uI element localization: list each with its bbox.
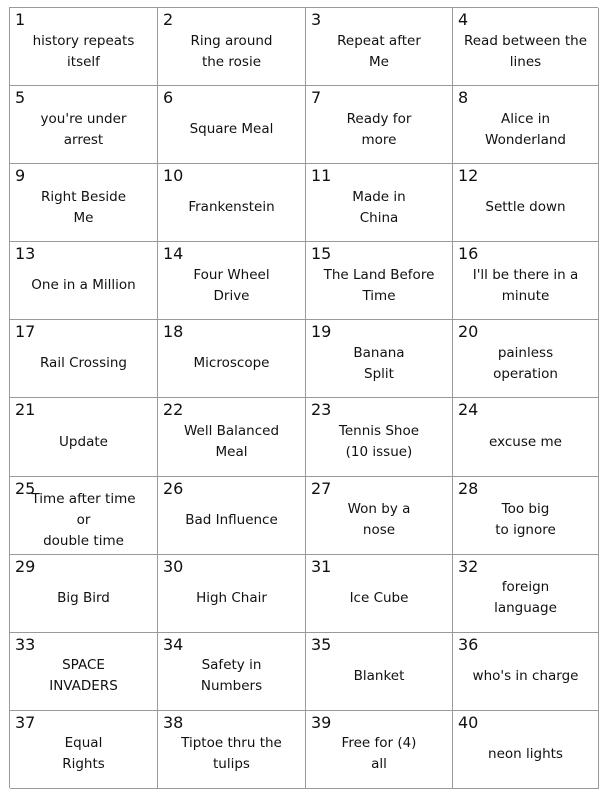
cell-number: 7: [311, 88, 322, 108]
cell-number: 9: [15, 166, 26, 186]
cell-answer: Square Meal: [189, 121, 274, 138]
puzzle-cell: [453, 242, 599, 320]
cell-answer: Time after time or double time: [31, 490, 136, 549]
cell-number: 19: [311, 322, 332, 342]
cell-number: 30: [163, 556, 184, 576]
puzzle-cell: [306, 398, 453, 476]
cell-answer: Repeat after Me: [337, 32, 421, 70]
cell-answer: Alice in Wonderland: [485, 110, 566, 148]
puzzle-cell: [10, 711, 158, 789]
puzzle-cell: [306, 164, 453, 242]
cell-answer: High Chair: [196, 589, 267, 606]
cell-answer: neon lights: [488, 745, 563, 762]
cell-answer: Big Bird: [57, 589, 110, 606]
puzzle-cell: [306, 633, 453, 711]
cell-number: 37: [15, 712, 36, 732]
cell-answer: Frankenstein: [188, 199, 275, 216]
cell-answer: Well Balanced Meal: [183, 423, 280, 461]
cell-answer: Tiptoe thru the tulips: [181, 735, 282, 773]
cell-answer: One in a Million: [31, 277, 136, 294]
puzzle-cell: [453, 555, 599, 633]
cell-number: 34: [163, 634, 184, 654]
puzzle-cell: [158, 242, 306, 320]
cell-number: 15: [311, 244, 332, 264]
cell-answer: Blanket: [353, 667, 405, 684]
puzzle-cell: [158, 320, 306, 398]
puzzle-cell: [453, 8, 599, 86]
cell-number: 28: [458, 478, 479, 498]
cell-answer: history repeats itself: [32, 32, 135, 70]
puzzle-cell: [158, 711, 306, 789]
puzzle-cell: [453, 398, 599, 476]
cell-answer: Update: [59, 433, 108, 450]
puzzle-cell: [453, 164, 599, 242]
cell-number: 35: [311, 634, 332, 654]
puzzle-cell: [306, 555, 453, 633]
cell-number: 27: [311, 478, 332, 498]
cell-answer: SPACE INVADERS: [49, 657, 118, 695]
cell-answer: Made in China: [352, 188, 406, 226]
puzzle-cell: [158, 477, 306, 555]
cell-number: 13: [15, 244, 36, 264]
cell-number: 24: [458, 400, 479, 420]
puzzle-cell: [10, 477, 158, 555]
cell-answer: Ready for more: [346, 110, 412, 148]
puzzle-cell: [10, 164, 158, 242]
cell-number: 31: [311, 556, 332, 576]
cell-number: 6: [163, 88, 174, 108]
cell-answer: Bad Influence: [185, 511, 278, 528]
cell-number: 14: [163, 244, 184, 264]
puzzle-cell: [158, 8, 306, 86]
puzzle-cell: [453, 711, 599, 789]
cell-answer: painless operation: [493, 344, 558, 382]
puzzle-cell: [158, 555, 306, 633]
cell-number: 21: [15, 400, 36, 420]
cell-answer: Tennis Shoe (10 issue): [338, 423, 420, 461]
cell-answer: Rail Crossing: [39, 355, 128, 372]
puzzle-cell: [10, 86, 158, 164]
cell-answer: Read between the lines: [463, 32, 588, 70]
puzzle-cell: [306, 242, 453, 320]
cell-number: 1: [15, 10, 26, 29]
puzzle-cell: [306, 86, 453, 164]
puzzle-cell: [10, 320, 158, 398]
puzzle-cell: [453, 320, 599, 398]
cell-number: 3: [311, 10, 322, 29]
cell-answer: Too big to ignore: [495, 501, 556, 539]
cell-number: 32: [458, 556, 479, 576]
cell-answer: foreign language: [494, 579, 557, 617]
puzzle-cell: [158, 86, 306, 164]
puzzle-cell: [306, 8, 453, 86]
cell-answer: you're under arrest: [40, 110, 127, 148]
puzzle-cell: [158, 164, 306, 242]
cell-answer: excuse me: [489, 433, 562, 450]
puzzle-cell: [10, 242, 158, 320]
cell-number: 4: [458, 10, 469, 29]
puzzle-cell: [10, 8, 158, 86]
cell-number: 38: [163, 712, 184, 732]
cell-number: 18: [163, 322, 184, 342]
cell-number: 25: [15, 478, 36, 498]
puzzle-cell: [10, 555, 158, 633]
cell-answer: Microscope: [193, 355, 270, 372]
cell-number: 39: [311, 712, 332, 732]
cell-number: 17: [15, 322, 36, 342]
cell-number: 12: [458, 166, 479, 186]
cell-number: 29: [15, 556, 36, 576]
puzzle-grid: [9, 7, 598, 788]
cell-number: 33: [15, 634, 36, 654]
puzzle-cell: [306, 477, 453, 555]
cell-answer: Right Beside Me: [40, 188, 127, 226]
cell-number: 20: [458, 322, 479, 342]
cell-number: 5: [15, 88, 26, 108]
cell-number: 11: [311, 166, 332, 186]
puzzle-cell: [158, 398, 306, 476]
cell-answer: who's in charge: [472, 667, 579, 684]
cell-answer: Equal Rights: [62, 735, 105, 773]
cell-answer: Settle down: [485, 199, 566, 216]
cell-answer: Won by a nose: [347, 501, 411, 539]
puzzle-cell: [10, 633, 158, 711]
puzzle-cell: [10, 398, 158, 476]
cell-number: 26: [163, 478, 184, 498]
cell-number: 16: [458, 244, 479, 264]
cell-answer: Ring around the rosie: [190, 32, 273, 70]
cell-answer: Safety in Numbers: [200, 657, 263, 695]
cell-number: 36: [458, 634, 479, 654]
cell-number: 8: [458, 88, 469, 108]
cell-answer: Four Wheel Drive: [193, 266, 270, 304]
puzzle-cell: [306, 320, 453, 398]
puzzle-cell: [453, 86, 599, 164]
cell-number: 10: [163, 166, 184, 186]
cell-number: 40: [458, 712, 479, 732]
puzzle-cell: [453, 633, 599, 711]
cell-number: 22: [163, 400, 184, 420]
cell-answer: I'll be there in a minute: [472, 266, 579, 304]
cell-answer: Banana Split: [353, 344, 405, 382]
cell-number: 23: [311, 400, 332, 420]
puzzle-cell: [158, 633, 306, 711]
puzzle-cell: [306, 711, 453, 789]
cell-number: 2: [163, 10, 174, 29]
cell-answer: Ice Cube: [349, 589, 409, 606]
cell-answer: The Land Before Time: [323, 266, 435, 304]
puzzle-cell: [453, 477, 599, 555]
cell-answer: Free for (4) all: [341, 735, 417, 773]
